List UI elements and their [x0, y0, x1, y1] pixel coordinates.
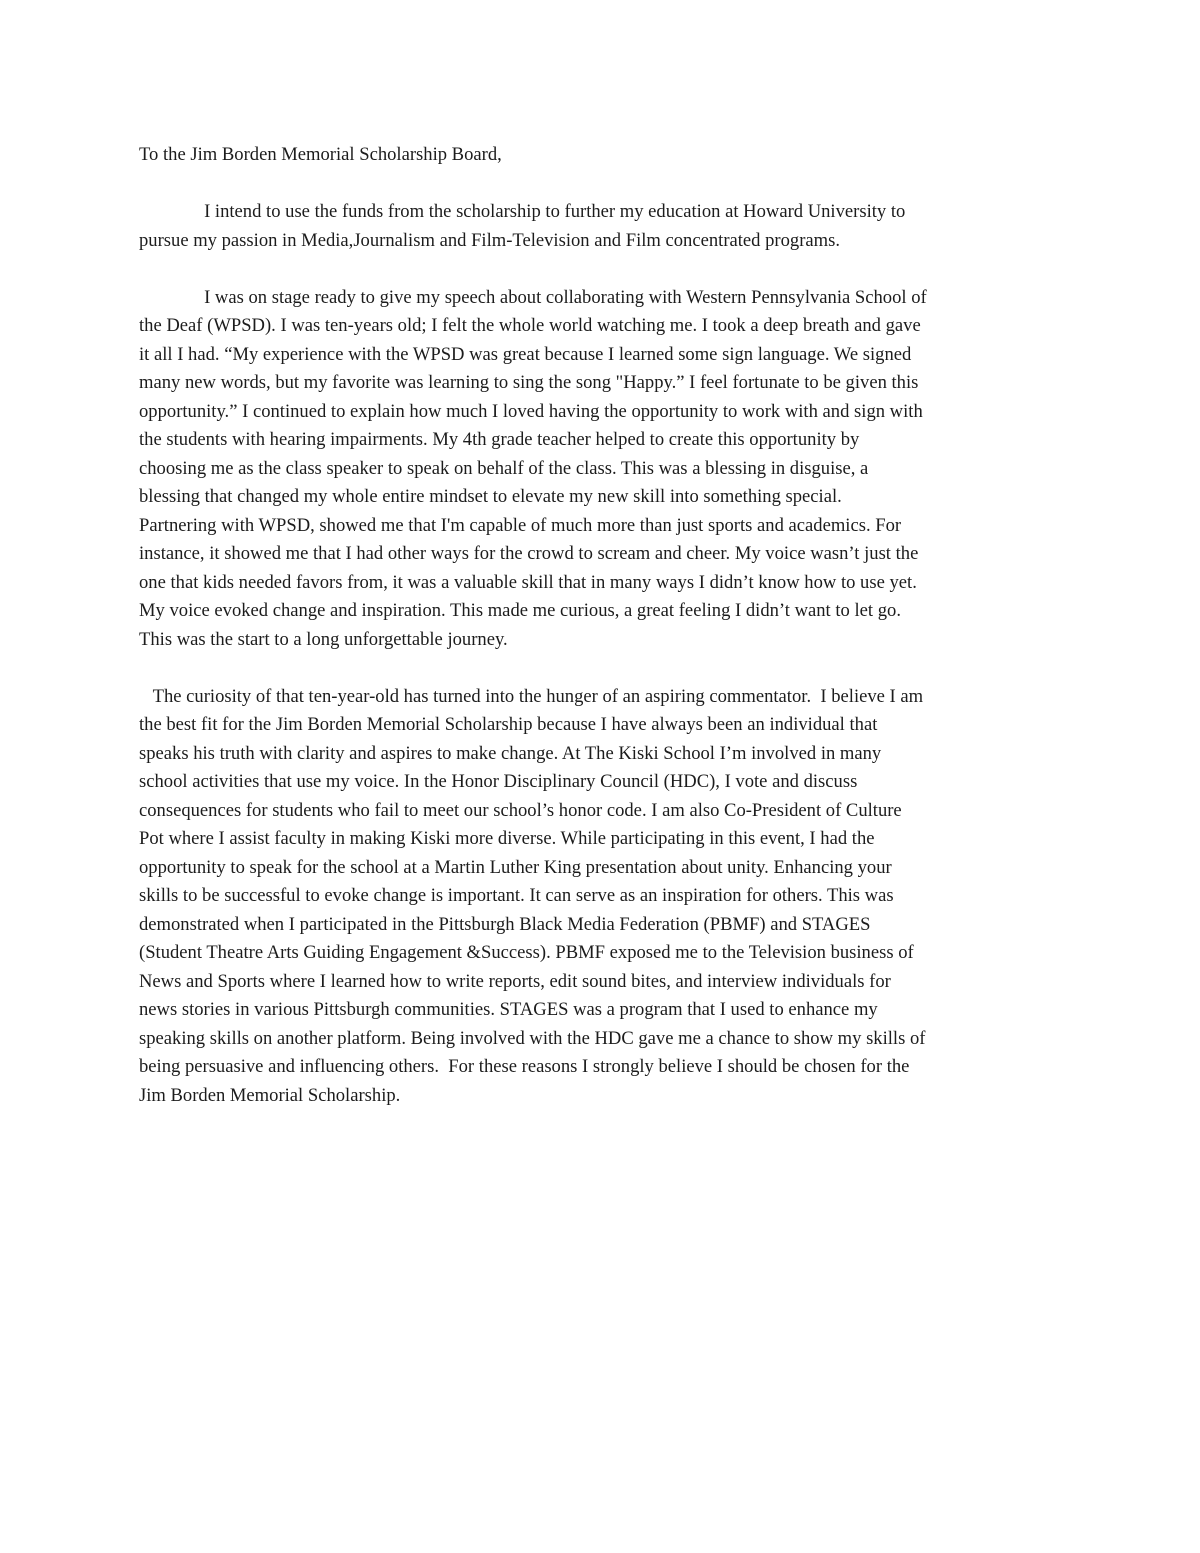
paragraph-line: opportunity.” I continued to explain how much I loved having the opportunity to work with and sign with — [139, 400, 923, 422]
paragraph-line: choosing me as the class speaker to speak on behalf of the class. This was a blessing in disguise, a — [139, 457, 869, 479]
paragraph-gap — [139, 654, 1064, 683]
paragraph-gap — [139, 255, 1064, 284]
paragraph-line: My voice evoked change and inspiration. This made me curious, a great feeling I didn’t want to let go. — [139, 600, 901, 621]
paragraph-line: many new words, but my favorite was learning to sing the song "Happy.” I feel fortunate to be given this — [139, 372, 919, 393]
paragraph-line: being persuasive and influencing others. For these reasons I strongly believe I should be chosen for the — [139, 1056, 910, 1077]
paragraph-line: I was on stage ready to give my speech about collaborating with Western Pennsylvania School of — [139, 286, 927, 308]
paragraph-intent — [139, 198, 1064, 255]
salutation: To the Jim Borden Memorial Scholarship Board, — [139, 144, 502, 165]
paragraph-line: school activities that use my voice. In the Honor Disciplinary Council (HDC), I vote and discuss — [139, 771, 858, 792]
paragraph-line: This was the start to a long unforgettable journey. — [139, 628, 508, 650]
paragraph-line: News and Sports where I learned how to write reports, edit sound bites, and interview individuals for — [139, 970, 891, 992]
paragraph-line: The curiosity of that ten-year-old has turned into the hunger of an aspiring commentator. I believe I am — [139, 685, 924, 707]
paragraph-line: one that kids needed favors from, it was a valuable skill that in many ways I didn’t know how to use yet. — [139, 571, 917, 593]
paragraph-line: news stories in various Pittsburgh communities. STAGES was a program that I used to enhance my — [139, 999, 878, 1020]
letter-body — [139, 141, 1064, 1110]
paragraph-line: the best fit for the Jim Borden Memorial Scholarship because I have always been an individual that — [139, 714, 878, 735]
paragraph-line: Jim Borden Memorial Scholarship. — [139, 1084, 401, 1106]
paragraph-line: demonstrated when I participated in the Pittsburgh Black Media Federation (PBMF) and STAGES — [139, 913, 871, 935]
paragraph-line: Pot where I assist faculty in making Kiski more diverse. While participating in this event, I had the — [139, 828, 875, 849]
paragraph-gap — [139, 170, 1064, 199]
paragraph-line: the students with hearing impairments. My 4th grade teacher helped to create this opportunity by — [139, 429, 860, 450]
paragraph-line: opportunity to speak for the school at a Martin Luther King presentation about unity. Enhancing your — [139, 856, 892, 878]
paragraph-line: speaking skills on another platform. Being involved with the HDC gave me a chance to show my skills of — [139, 1027, 926, 1049]
paragraph-qualifications — [139, 683, 1064, 1111]
paragraph-line: I intend to use the funds from the scholarship to further my education at Howard University to — [139, 201, 906, 222]
paragraph-line: speaks his truth with clarity and aspires to make change. At The Kiski School I’m involved in many — [139, 742, 882, 764]
paragraph-line: consequences for students who fail to meet our school’s honor code. I am also Co-President of Culture — [139, 799, 902, 821]
paragraph-line: blessing that changed my whole entire mindset to elevate my new skill into something special. — [139, 486, 842, 507]
paragraph-line: skills to be successful to evoke change is important. It can serve as an inspiration for others. This was — [139, 885, 894, 906]
paragraph-line: it all I had. “My experience with the WPSD was great because I learned some sign language. We signed — [139, 343, 912, 365]
paragraph-line: instance, it showed me that I had other ways for the crowd to scream and cheer. My voice wasn’t just the — [139, 543, 919, 564]
paragraph-line: Partnering with WPSD, showed me that I'm capable of much more than just sports and academics. For — [139, 514, 902, 536]
paragraph-line: pursue my passion in Media,Journalism and Film-Television and Film concentrated programs. — [139, 229, 841, 251]
paragraph-line: the Deaf (WPSD). I was ten-years old; I felt the whole world watching me. I took a deep breath and gave — [139, 315, 921, 336]
paragraph-line: (Student Theatre Arts Guiding Engagement &Success). PBMF exposed me to the Television business of — [139, 942, 914, 963]
paragraph-wpsd-story — [139, 284, 1064, 655]
